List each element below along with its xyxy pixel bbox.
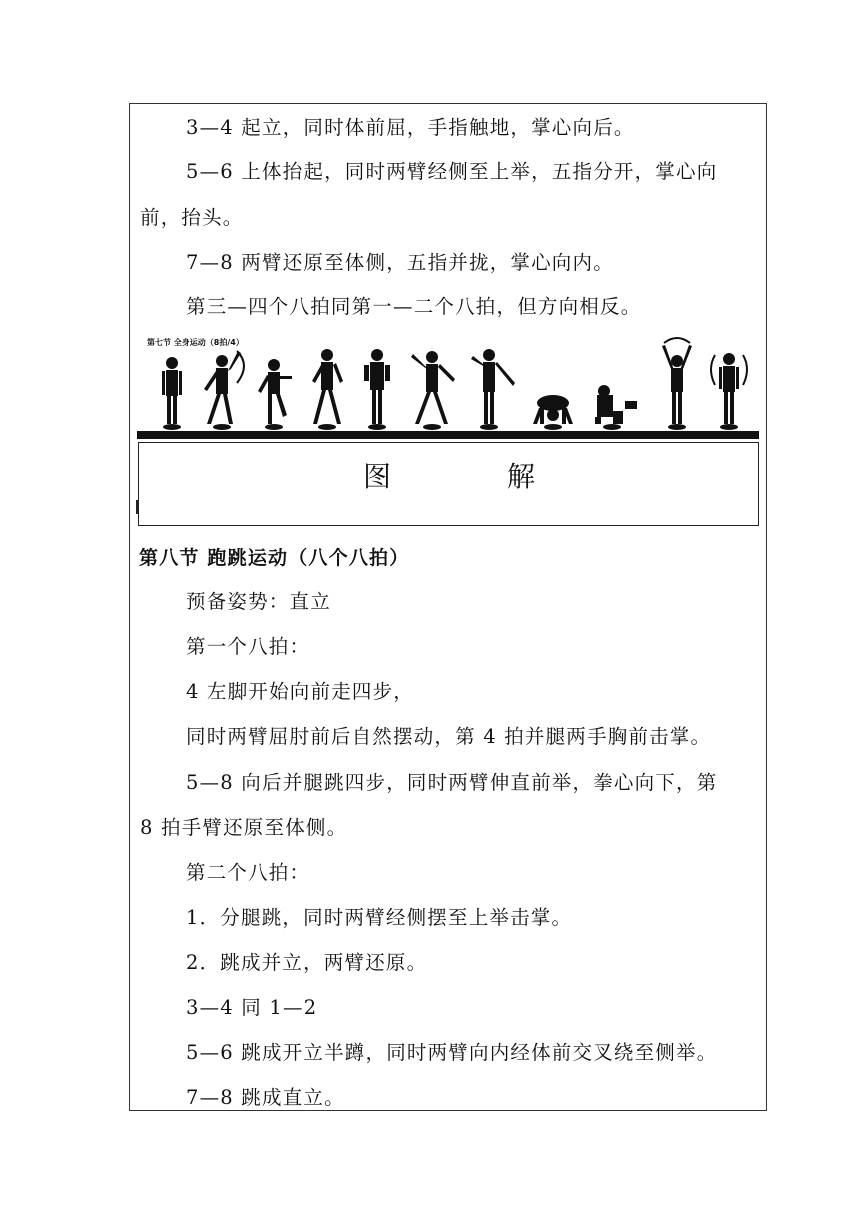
paragraph-line: 1．分腿跳，同时两臂经侧摆至上举击掌。: [186, 906, 573, 929]
figure-label-box: [138, 442, 759, 526]
figure-pose-3: [258, 359, 292, 424]
figure-caption: 第七节 全身运动（8拍/4）: [147, 338, 244, 347]
exercise-illustration: [137, 333, 759, 439]
figure-label-left: 图: [363, 460, 392, 493]
paragraph-line: 第二个八拍：: [186, 861, 311, 884]
paragraph-line: 7—8 跳成直立。: [186, 1086, 345, 1109]
paragraph-line: 8 拍手臂还原至体侧。: [140, 816, 348, 839]
paragraph-line: 5—6 跳成开立半蹲，同时两臂向内经体前交叉绕至侧举。: [186, 1041, 718, 1064]
paragraph-line: 5—6 上体抬起，同时两臂经侧至上举，五指分开，掌心向: [186, 160, 718, 183]
figure-pose-11: [711, 353, 747, 424]
paragraph-line: 同时两臂屈肘前后自然摆动，第 4 拍并腿两手胸前击掌。: [186, 725, 712, 748]
figure-pose-2: [204, 351, 244, 424]
figure-pose-7: [471, 349, 515, 424]
ground-line: [137, 431, 759, 439]
paragraph-line: 5—8 向后并腿跳四步，同时两臂伸直前举，拳心向下，第: [186, 771, 718, 794]
paragraph-line: 第三—四个八拍同第一—二个八拍，但方向相反。: [186, 295, 642, 318]
figure-pose-1: [162, 357, 182, 424]
figure-label-right: 解: [507, 460, 536, 493]
paragraph-line: 4 左脚开始向前走四步，: [186, 680, 415, 703]
paragraph-line: 第一个八拍：: [186, 635, 311, 658]
figure-pose-10: [662, 338, 692, 424]
figure-pose-5: [364, 349, 390, 424]
paragraph-line: 前，抬头。: [140, 206, 244, 229]
section-heading: 第八节 跑跳运动（八个八拍）: [139, 547, 410, 569]
figure-pose-8: [533, 395, 573, 424]
paragraph-line: 7—8 两臂还原至体侧，五指并拢，掌心向内。: [186, 251, 614, 274]
paragraph-line: 2．跳成并立，两臂还原。: [186, 951, 428, 974]
figure-pose-9: [595, 385, 637, 424]
figure-pose-4: [312, 349, 343, 424]
paragraph-line: 3—4 同 1—2: [186, 996, 318, 1019]
paragraph-line: 预备姿势：直立: [186, 590, 331, 613]
figure-pose-6: [411, 351, 455, 424]
exercise-figures: [137, 333, 759, 439]
margin-mark: [136, 500, 139, 514]
paragraph-line: 3—4 起立，同时体前屈，手指触地，掌心向后。: [186, 116, 635, 139]
